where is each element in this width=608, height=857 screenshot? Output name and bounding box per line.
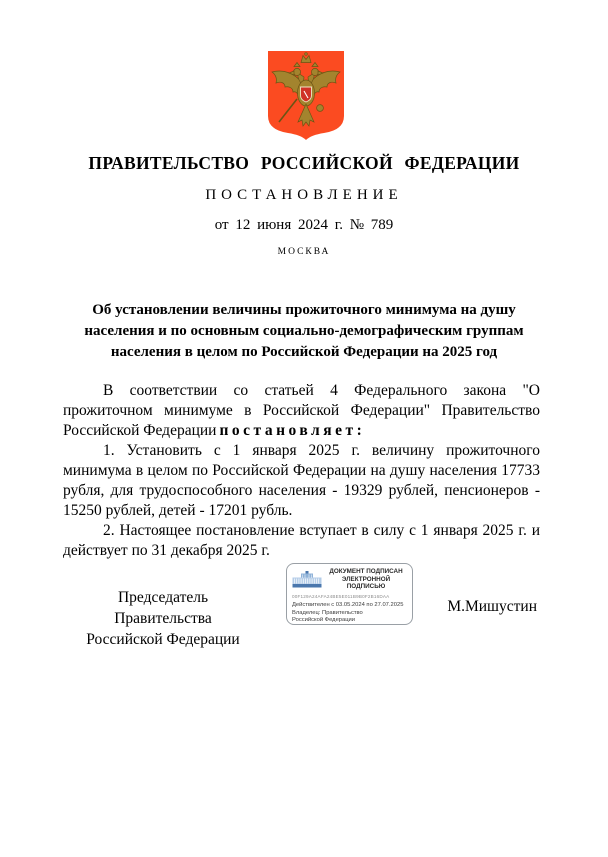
stamp-heading-line: ЭЛЕКТРОННОЙ ПОДПИСЬЮ: [341, 575, 391, 590]
document-type-label: ПОСТАНОВЛЕНИЕ: [205, 187, 403, 203]
stamp-certificate-number: 00F129A24AFA24BE5E011B9B0F2B16DAA: [292, 593, 390, 599]
document-title-line: Об установлении величины прожиточного минимума на душу: [92, 302, 516, 318]
signer-name: М.Мишустин: [447, 598, 537, 615]
document-title-line: населения и по основным социально-демографическим группам: [84, 323, 524, 339]
item-paragraph-2: 2. Настоящее постановление вступает в силу с 1 января 2025 г. и действует по 31 декабря 2025 г.: [63, 522, 540, 559]
stamp-header: [292, 568, 407, 591]
russia-coat-of-arms-icon: [266, 50, 346, 141]
issuing-authority-name: ПРАВИТЕЛЬСТВО РОССИЙСКОЙ ФЕДЕРАЦИИ: [88, 153, 520, 173]
electronic-signature-stamp: [286, 563, 413, 625]
government-house-icon: [292, 571, 322, 588]
decree-word: постановляет:: [219, 422, 366, 439]
intro-paragraph-text: В соответствии со статьей 4 Федерального закона "О прожиточном минимуме в Российской Федерации" Правительство Российской Федерации: [63, 382, 540, 439]
signature-block: [0, 560, 608, 650]
item-paragraph-1: 1. Установить с 1 января 2025 г. величину прожиточного минимума в целом по Российской Федерации на душу населения 17733 рубля, для трудоспособного населения - 19329 рублей, пенсионеров - 15250 рублей, детей - 17201 рубль.: [63, 442, 540, 519]
document-title: [64, 300, 544, 363]
intro-paragraph: [63, 381, 540, 441]
document-body: [63, 381, 540, 561]
signer-position: [68, 587, 258, 650]
stamp-heading: [325, 568, 407, 591]
stamp-validity-period: Действителен с 03.05.2024 по 27.07.2025: [292, 601, 404, 608]
stamp-heading-line: ДОКУМЕНТ ПОДПИСАН: [329, 568, 403, 575]
document-title-line: населения в целом по Российской Федерации на 2025 год: [110, 344, 498, 360]
date-and-number-line: от 12 июня 2024 г. № 789: [214, 217, 394, 233]
signer-position-line: Председатель Правительства: [114, 589, 212, 627]
signer-position-line: Российской Федерации: [86, 631, 240, 648]
stamp-owner: Владелец: Правительство Российской Федерации: [292, 609, 363, 623]
city-label: МОСКВА: [277, 247, 331, 257]
